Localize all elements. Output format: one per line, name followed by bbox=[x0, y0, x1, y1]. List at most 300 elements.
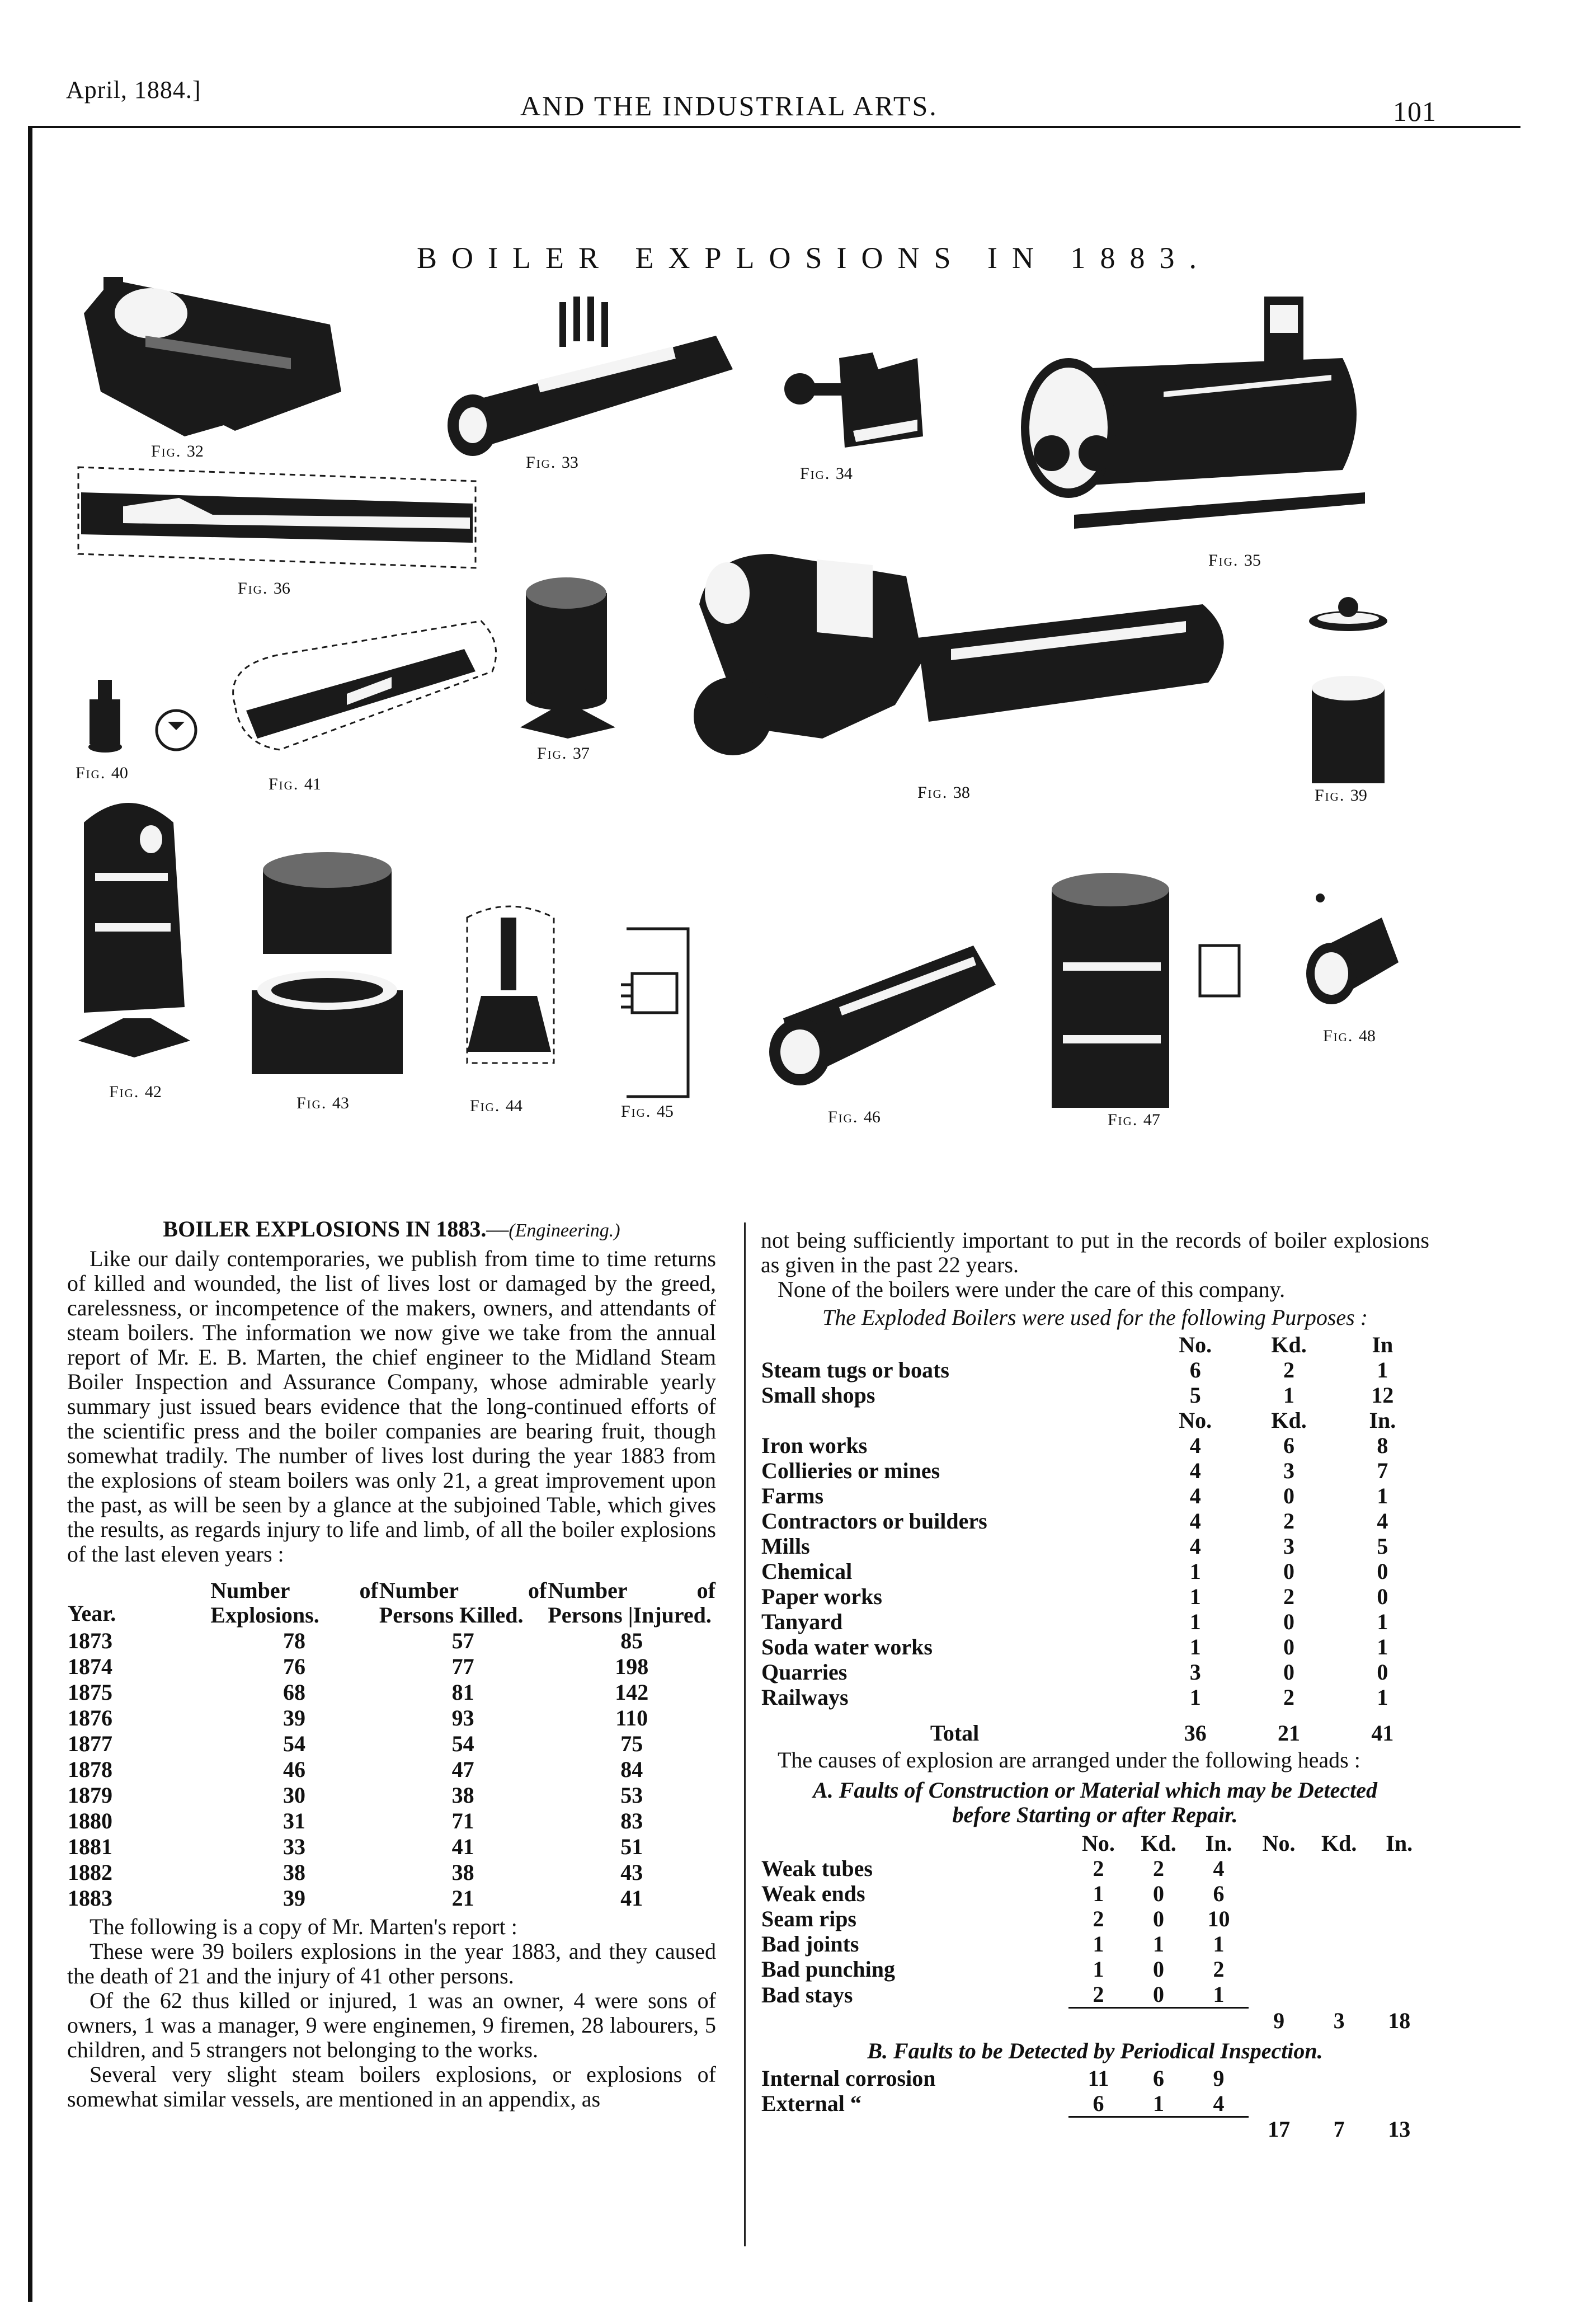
spacer-cell bbox=[1249, 2066, 1309, 2091]
no-cell: 4 bbox=[1189, 1433, 1201, 1458]
purpose-name: Chemical bbox=[761, 1559, 853, 1584]
killed-cell: 38 bbox=[451, 1860, 474, 1885]
fig-number: 44 bbox=[505, 1097, 522, 1115]
fig-32-illustration bbox=[84, 277, 341, 436]
fig-44-illustration bbox=[467, 906, 554, 1063]
injured-cell: 142 bbox=[615, 1680, 649, 1705]
kd-cell: 1 bbox=[1153, 1931, 1164, 1957]
report-section bbox=[67, 1915, 716, 2112]
no-cell: 1 bbox=[1189, 1609, 1201, 1634]
total-in: 13 bbox=[1388, 2117, 1411, 2142]
fig-prefix: Fig. bbox=[800, 464, 831, 483]
column-header-cell: Kd. bbox=[1271, 1408, 1307, 1433]
spacer-cell bbox=[1249, 1881, 1309, 1906]
header-explosions: Number of Explosions. bbox=[210, 1578, 378, 1628]
right-note: None of the boilers were under the care of this company. bbox=[778, 1277, 1286, 1302]
in-cell: 1 bbox=[1377, 1483, 1388, 1508]
spacer-cell bbox=[1309, 1856, 1369, 1881]
table-row bbox=[67, 1731, 716, 1757]
fig-number: 38 bbox=[953, 783, 970, 802]
year-cell: 1873 bbox=[68, 1628, 112, 1653]
fig-32-caption bbox=[151, 442, 204, 461]
fig-43-illustration bbox=[252, 852, 403, 1074]
fig-48-caption bbox=[1323, 1027, 1376, 1046]
purpose-row bbox=[761, 1357, 1429, 1382]
explosions-cell: 39 bbox=[283, 1885, 305, 1911]
no-cell: 6 bbox=[1189, 1357, 1201, 1382]
purpose-row bbox=[761, 1559, 1429, 1584]
in-cell: 1 bbox=[1213, 1982, 1225, 2007]
no-cell: 1 bbox=[1189, 1685, 1201, 1710]
column-header-cell: In bbox=[1372, 1332, 1393, 1357]
page-number: 101 bbox=[1393, 96, 1437, 127]
fig-prefix: Fig. bbox=[621, 1102, 652, 1121]
total-label: Total bbox=[930, 1720, 980, 1746]
fig-number: 46 bbox=[863, 1108, 881, 1126]
column-header-cell: Kd. bbox=[1271, 1332, 1307, 1357]
purpose-row bbox=[761, 1609, 1429, 1634]
fault-name: External “ bbox=[761, 2091, 861, 2117]
fig-37-illustration bbox=[520, 577, 615, 739]
injured-cell: 85 bbox=[620, 1628, 643, 1653]
column-header-cell: No. bbox=[1262, 1831, 1296, 1856]
purpose-name: Steam tugs or boats bbox=[761, 1357, 949, 1382]
no-cell: 1 bbox=[1093, 1931, 1104, 1957]
killed-cell: 38 bbox=[451, 1783, 474, 1808]
fig-41-caption bbox=[269, 775, 321, 794]
spacer-cell bbox=[1369, 1957, 1429, 1982]
spacer-cell bbox=[1309, 2066, 1369, 2091]
killed-cell: 93 bbox=[451, 1705, 474, 1731]
spacer-cell bbox=[1309, 1881, 1369, 1906]
fig-number: 34 bbox=[835, 464, 853, 483]
fig-45-illustration bbox=[621, 929, 688, 1097]
in-cell: 12 bbox=[1371, 1382, 1394, 1408]
kd-cell: 0 bbox=[1153, 1881, 1164, 1906]
killed-cell: 81 bbox=[451, 1680, 474, 1705]
header-injured: Number of Persons |Injured. bbox=[548, 1578, 715, 1628]
rule-cell bbox=[1128, 2008, 1189, 2033]
purposes-heading: The Exploded Boilers were used for the following Purposes : bbox=[822, 1305, 1368, 1330]
column-header-cell: No. bbox=[1179, 1408, 1212, 1433]
column-header-cell: No. bbox=[1179, 1332, 1212, 1357]
article-heading: BOILER EXPLOSIONS IN 1883.—(Engineering.) bbox=[163, 1216, 620, 1242]
fault-row bbox=[761, 1931, 1429, 1957]
spacer-cell bbox=[1309, 2091, 1369, 2117]
year-cell: 1879 bbox=[68, 1783, 112, 1808]
fig-number: 33 bbox=[561, 453, 578, 472]
no-cell: 1 bbox=[1189, 1634, 1201, 1659]
fig-prefix: Fig. bbox=[526, 453, 557, 472]
table-row bbox=[67, 1783, 716, 1808]
in-cell: 0 bbox=[1377, 1559, 1388, 1584]
column-divider bbox=[744, 1222, 746, 2246]
spacer-cell bbox=[1249, 2091, 1309, 2117]
fig-33-illustration bbox=[448, 297, 733, 456]
table-row bbox=[67, 1628, 716, 1654]
report-paragraph: These were 39 boilers explosions in the year 1883, and they caused the death of 21 and the injury of 41 other persons. bbox=[67, 1939, 716, 1988]
rule-cell bbox=[1128, 2117, 1189, 2142]
years-table-header bbox=[67, 1578, 716, 1628]
section-b-table-body bbox=[761, 2066, 1429, 2142]
kd-cell: 1 bbox=[1283, 1382, 1295, 1408]
purpose-name: Quarries bbox=[761, 1659, 848, 1685]
report-paragraph: Several very slight steam boilers explosions, or explosions of somewhat similar vessels, are mentioned in an appendix, as bbox=[67, 2062, 716, 2112]
year-cell: 1874 bbox=[68, 1654, 112, 1679]
explosions-cell: 78 bbox=[283, 1628, 305, 1653]
spacer-cell bbox=[761, 2117, 1068, 2142]
in-cell: 0 bbox=[1377, 1659, 1388, 1685]
killed-cell: 21 bbox=[451, 1885, 474, 1911]
fault-row bbox=[761, 2091, 1429, 2117]
fig-number: 32 bbox=[186, 442, 204, 460]
in-cell: 9 bbox=[1213, 2065, 1225, 2091]
purpose-name: Collieries or mines bbox=[761, 1458, 940, 1483]
killed-cell: 41 bbox=[451, 1834, 474, 1859]
kd-cell: 2 bbox=[1153, 1856, 1164, 1881]
right-column bbox=[761, 1228, 1429, 2142]
kd-cell: 0 bbox=[1153, 1957, 1164, 1982]
table-row bbox=[67, 1705, 716, 1731]
fig-prefix: Fig. bbox=[470, 1097, 501, 1115]
fig-prefix: Fig. bbox=[1208, 551, 1239, 570]
purpose-name: Contractors or builders bbox=[761, 1508, 987, 1534]
fault-name: Seam rips bbox=[761, 1906, 856, 1931]
kd-cell: 6 bbox=[1283, 1433, 1295, 1458]
spacer-cell bbox=[761, 1332, 1148, 1357]
spacer-cell bbox=[1309, 1906, 1369, 1931]
spacer-cell bbox=[1369, 2091, 1429, 2117]
explosions-cell: 54 bbox=[283, 1731, 305, 1756]
in-cell: 5 bbox=[1377, 1534, 1388, 1559]
purpose-row bbox=[761, 1584, 1429, 1609]
explosions-cell: 68 bbox=[283, 1680, 305, 1705]
purpose-row bbox=[761, 1534, 1429, 1559]
purposes-column-header bbox=[761, 1408, 1429, 1433]
no-cell: 2 bbox=[1093, 1982, 1104, 2007]
injured-cell: 110 bbox=[615, 1705, 648, 1731]
fig-40-caption bbox=[76, 764, 128, 783]
in-cell: 4 bbox=[1213, 2090, 1225, 2116]
fault-name: Bad stays bbox=[761, 1982, 853, 2007]
fig-number: 45 bbox=[656, 1102, 674, 1121]
header-year: Year. bbox=[68, 1601, 116, 1626]
article-source: (Engineering.) bbox=[509, 1220, 620, 1241]
kd-cell: 0 bbox=[1283, 1483, 1295, 1508]
spacer-cell bbox=[1369, 1906, 1429, 1931]
no-cell: 4 bbox=[1189, 1483, 1201, 1508]
table-row bbox=[67, 1808, 716, 1834]
fault-name: Bad punching bbox=[761, 1957, 896, 1982]
fig-35-illustration bbox=[1021, 297, 1365, 529]
fig-34-illustration bbox=[784, 352, 923, 448]
spacer-cell bbox=[761, 1831, 1068, 1856]
spacer-cell bbox=[1309, 1931, 1369, 1957]
right-intro: not being sufficiently important to put in the records of boiler explosions as given in the past 22 years. bbox=[761, 1228, 1429, 1277]
in-cell: 7 bbox=[1377, 1458, 1388, 1483]
year-cell: 1878 bbox=[68, 1757, 112, 1782]
explosions-cell: 46 bbox=[283, 1757, 305, 1782]
killed-cell: 57 bbox=[451, 1628, 474, 1653]
injured-cell: 75 bbox=[620, 1731, 643, 1756]
in-cell: 1 bbox=[1377, 1685, 1388, 1710]
rule-cell bbox=[1189, 2117, 1249, 2142]
kd-cell: 2 bbox=[1283, 1357, 1295, 1382]
column-header-cell: Kd. bbox=[1321, 1831, 1357, 1856]
fig-46-illustration bbox=[769, 946, 996, 1085]
injured-cell: 83 bbox=[620, 1808, 643, 1833]
no-cell: 11 bbox=[1087, 2065, 1109, 2091]
fault-row bbox=[761, 1856, 1429, 1881]
fig-prefix: Fig. bbox=[1323, 1027, 1354, 1045]
fig-number: 36 bbox=[273, 579, 290, 598]
total-kd: 7 bbox=[1333, 2117, 1345, 2142]
fig-44-caption bbox=[470, 1097, 522, 1116]
fig-prefix: Fig. bbox=[1108, 1111, 1138, 1129]
spacer-cell bbox=[1249, 1982, 1309, 2008]
purpose-row bbox=[761, 1458, 1429, 1483]
fig-prefix: Fig. bbox=[151, 442, 182, 460]
table-row bbox=[67, 1834, 716, 1860]
purposes-total-row bbox=[761, 1710, 1429, 1746]
fig-number: 41 bbox=[304, 775, 321, 793]
report-paragraph: The following is a copy of Mr. Marten's report : bbox=[90, 1914, 517, 1939]
purposes-column-header bbox=[761, 1332, 1429, 1357]
in-cell: 4 bbox=[1377, 1508, 1388, 1534]
total-kd: 3 bbox=[1333, 2007, 1345, 2033]
in-cell: 6 bbox=[1213, 1881, 1225, 1906]
in-cell: 8 bbox=[1377, 1433, 1388, 1458]
section-b-title: B. Faults to be Detected by Periodical Inspection. bbox=[867, 2038, 1323, 2063]
purpose-name: Tanyard bbox=[761, 1609, 843, 1634]
purpose-row bbox=[761, 1685, 1429, 1710]
no-cell: 1 bbox=[1189, 1559, 1201, 1584]
column-header-cell: No. bbox=[1082, 1831, 1115, 1856]
no-cell: 1 bbox=[1093, 1881, 1104, 1906]
year-cell: 1877 bbox=[68, 1731, 112, 1756]
explosions-cell: 38 bbox=[283, 1860, 305, 1885]
in-cell: 4 bbox=[1213, 1856, 1225, 1881]
fig-48-illustration bbox=[1306, 894, 1399, 1004]
spacer-cell bbox=[1369, 1881, 1429, 1906]
year-cell: 1875 bbox=[68, 1680, 112, 1705]
fig-39-illustration bbox=[1309, 597, 1387, 783]
purpose-row bbox=[761, 1659, 1429, 1685]
fault-row bbox=[761, 1957, 1429, 1982]
years-table bbox=[67, 1578, 716, 1911]
fig-40-illustration bbox=[88, 680, 196, 753]
in-cell: 1 bbox=[1377, 1609, 1388, 1634]
header-killed: Number of Persons Killed. bbox=[379, 1578, 547, 1628]
year-cell: 1880 bbox=[68, 1808, 112, 1833]
year-cell: 1883 bbox=[68, 1885, 112, 1911]
kd-cell: 1 bbox=[1153, 2090, 1164, 2116]
spacer-cell bbox=[1309, 1982, 1369, 2008]
purposes-table-body bbox=[761, 1332, 1429, 1746]
left-column bbox=[67, 1217, 716, 2112]
spacer-cell bbox=[761, 2008, 1068, 2033]
kd-cell: 0 bbox=[1283, 1609, 1295, 1634]
kd-cell: 2 bbox=[1283, 1584, 1295, 1609]
no-cell: 6 bbox=[1093, 2090, 1104, 2116]
kd-cell: 0 bbox=[1153, 1906, 1164, 1931]
fig-prefix: Fig. bbox=[1315, 786, 1345, 805]
fig-number: 35 bbox=[1244, 551, 1261, 570]
year-cell: 1882 bbox=[68, 1860, 112, 1885]
kd-cell: 3 bbox=[1283, 1534, 1295, 1559]
fig-prefix: Fig. bbox=[109, 1083, 140, 1101]
purpose-row bbox=[761, 1508, 1429, 1534]
explosions-cell: 31 bbox=[283, 1808, 305, 1833]
section-a-title: A. Faults of Construction or Material which may be Detected before Starting or after Repair. bbox=[813, 1777, 1377, 1827]
fig-number: 48 bbox=[1358, 1027, 1376, 1045]
year-cell: 1881 bbox=[68, 1834, 112, 1859]
section-a-header bbox=[761, 1831, 1429, 1856]
fig-number: 39 bbox=[1350, 786, 1367, 805]
table-row bbox=[67, 1860, 716, 1885]
column-header-cell: Kd. bbox=[1141, 1831, 1176, 1856]
fig-33-caption bbox=[526, 453, 578, 472]
purpose-name: Mills bbox=[761, 1534, 810, 1559]
header-date: April, 1884.] bbox=[66, 76, 201, 104]
fig-number: 42 bbox=[144, 1083, 162, 1101]
total-no: 17 bbox=[1268, 2117, 1291, 2142]
injured-cell: 53 bbox=[620, 1783, 643, 1808]
rule-cell bbox=[1189, 2008, 1249, 2033]
spacer-cell bbox=[1249, 1957, 1309, 1982]
total-no: 9 bbox=[1273, 2007, 1285, 2033]
in-cell: 2 bbox=[1213, 1957, 1225, 1982]
injured-cell: 198 bbox=[615, 1654, 649, 1679]
column-header-cell: In. bbox=[1386, 1831, 1413, 1856]
fig-45-caption bbox=[621, 1102, 674, 1121]
section-a-table-body bbox=[761, 1831, 1429, 2033]
purpose-name: Soda water works bbox=[761, 1634, 933, 1659]
fig-prefix: Fig. bbox=[537, 744, 568, 763]
fig-46-caption bbox=[828, 1108, 881, 1127]
kd-cell: 0 bbox=[1153, 1982, 1164, 2007]
purposes-table bbox=[761, 1332, 1429, 1746]
fig-47-illustration bbox=[1052, 873, 1239, 1108]
fig-prefix: Fig. bbox=[828, 1108, 859, 1126]
column-header-cell: In. bbox=[1369, 1408, 1396, 1433]
running-title: AND THE INDUSTRIAL ARTS. bbox=[520, 90, 938, 121]
fig-43-caption bbox=[296, 1094, 349, 1113]
purpose-name: Paper works bbox=[761, 1584, 882, 1609]
fault-name: Weak ends bbox=[761, 1881, 865, 1906]
fig-41-illustration bbox=[233, 621, 496, 750]
years-table-body bbox=[67, 1628, 716, 1911]
causes-intro: The causes of explosion are arranged under the following heads : bbox=[778, 1747, 1360, 1772]
rule-cell bbox=[1068, 2117, 1129, 2142]
table-row bbox=[67, 1757, 716, 1783]
section-b-total-row bbox=[761, 2117, 1429, 2142]
fault-row bbox=[761, 1982, 1429, 2008]
kd-cell: 3 bbox=[1283, 1458, 1295, 1483]
total-kd: 21 bbox=[1278, 1720, 1301, 1746]
fig-37-caption bbox=[537, 744, 590, 763]
injured-cell: 84 bbox=[620, 1757, 643, 1782]
fig-38-illustration bbox=[694, 554, 1224, 755]
section-a-total-row bbox=[761, 2008, 1429, 2033]
explosions-cell: 76 bbox=[283, 1654, 305, 1679]
purpose-row bbox=[761, 1433, 1429, 1458]
table-row bbox=[67, 1654, 716, 1680]
killed-cell: 77 bbox=[451, 1654, 474, 1679]
fault-row bbox=[761, 2066, 1429, 2091]
fig-number: 40 bbox=[111, 764, 128, 782]
fig-prefix: Fig. bbox=[296, 1094, 327, 1112]
kd-cell: 2 bbox=[1283, 1508, 1295, 1534]
killed-cell: 54 bbox=[451, 1731, 474, 1756]
year-cell: 1876 bbox=[68, 1705, 112, 1731]
no-cell: 4 bbox=[1189, 1458, 1201, 1483]
no-cell: 1 bbox=[1189, 1584, 1201, 1609]
in-cell: 0 bbox=[1377, 1584, 1388, 1609]
article-intro: Like our daily contemporaries, we publish from time to time returns of killed and wounded, the list of lives lost or damaged by the greed, carelessness, or incompetence of the makers, owners, and attendants of steam boilers. The information we now give we take from the annual report of Mr. E. B. Marten, the chief engineer to the Midland Steam Boiler Inspection and Assurance Company, whose admirable yearly summary just issued bears evidence that the long-continued efforts of the scientific press and the boiler companies are bearing fruit, though somewhat tradily. The number of lives lost during the year 1883 from the explosions of steam boilers was only 21, a great improvement upon the past, as will be seen by a glance at the subjoined Table, which gives the results, as regards injury to life and limb, of all the boiler explosions of the last eleven years : bbox=[67, 1246, 716, 1567]
fault-row bbox=[761, 1881, 1429, 1906]
in-cell: 1 bbox=[1377, 1634, 1388, 1659]
kd-cell: 0 bbox=[1283, 1559, 1295, 1584]
spacer-cell bbox=[1369, 1982, 1429, 2008]
fig-39-caption bbox=[1315, 786, 1367, 805]
purpose-name: Railways bbox=[761, 1685, 849, 1710]
rule-cell bbox=[1068, 2008, 1129, 2033]
fault-name: Internal corrosion bbox=[761, 2065, 936, 2091]
in-cell: 1 bbox=[1377, 1357, 1388, 1382]
fig-number: 37 bbox=[572, 744, 590, 763]
fig-prefix: Fig. bbox=[76, 764, 106, 782]
purpose-name: Farms bbox=[761, 1483, 824, 1508]
no-cell: 2 bbox=[1093, 1856, 1104, 1881]
fig-34-caption bbox=[800, 464, 853, 483]
section-a-table bbox=[761, 1831, 1429, 2033]
no-cell: 2 bbox=[1093, 1906, 1104, 1931]
injured-cell: 43 bbox=[620, 1860, 643, 1885]
fig-prefix: Fig. bbox=[917, 783, 948, 802]
fig-number: 47 bbox=[1143, 1111, 1160, 1129]
spacer-cell bbox=[761, 1408, 1148, 1433]
spacer-cell bbox=[1369, 1931, 1429, 1957]
fig-47-caption bbox=[1108, 1111, 1160, 1130]
fig-36-illustration bbox=[78, 467, 475, 568]
article-title: BOILER EXPLOSIONS IN 1883. bbox=[163, 1216, 487, 1242]
table-row bbox=[67, 1885, 716, 1911]
kd-cell: 0 bbox=[1283, 1634, 1295, 1659]
no-cell: 4 bbox=[1189, 1508, 1201, 1534]
purpose-row bbox=[761, 1483, 1429, 1508]
injured-cell: 51 bbox=[620, 1834, 643, 1859]
explosions-cell: 39 bbox=[283, 1705, 305, 1731]
no-cell: 4 bbox=[1189, 1534, 1201, 1559]
no-cell: 3 bbox=[1189, 1659, 1201, 1685]
purpose-name: Iron works bbox=[761, 1433, 868, 1458]
spacer-cell bbox=[1309, 1957, 1369, 1982]
total-in: 41 bbox=[1371, 1720, 1394, 1746]
column-header-cell: In. bbox=[1205, 1831, 1232, 1856]
fault-name: Bad joints bbox=[761, 1931, 859, 1957]
fig-prefix: Fig. bbox=[238, 579, 269, 598]
fig-35-caption bbox=[1208, 551, 1261, 570]
spacer-cell bbox=[1249, 1931, 1309, 1957]
plate-title: BOILER EXPLOSIONS IN 1883. bbox=[417, 241, 1212, 275]
spacer-cell bbox=[1249, 1856, 1309, 1881]
total-no: 36 bbox=[1184, 1720, 1207, 1746]
no-cell: 1 bbox=[1093, 1957, 1104, 1982]
kd-cell: 0 bbox=[1283, 1659, 1295, 1685]
fig-38-caption bbox=[917, 783, 970, 802]
spacer-cell bbox=[1369, 1856, 1429, 1881]
